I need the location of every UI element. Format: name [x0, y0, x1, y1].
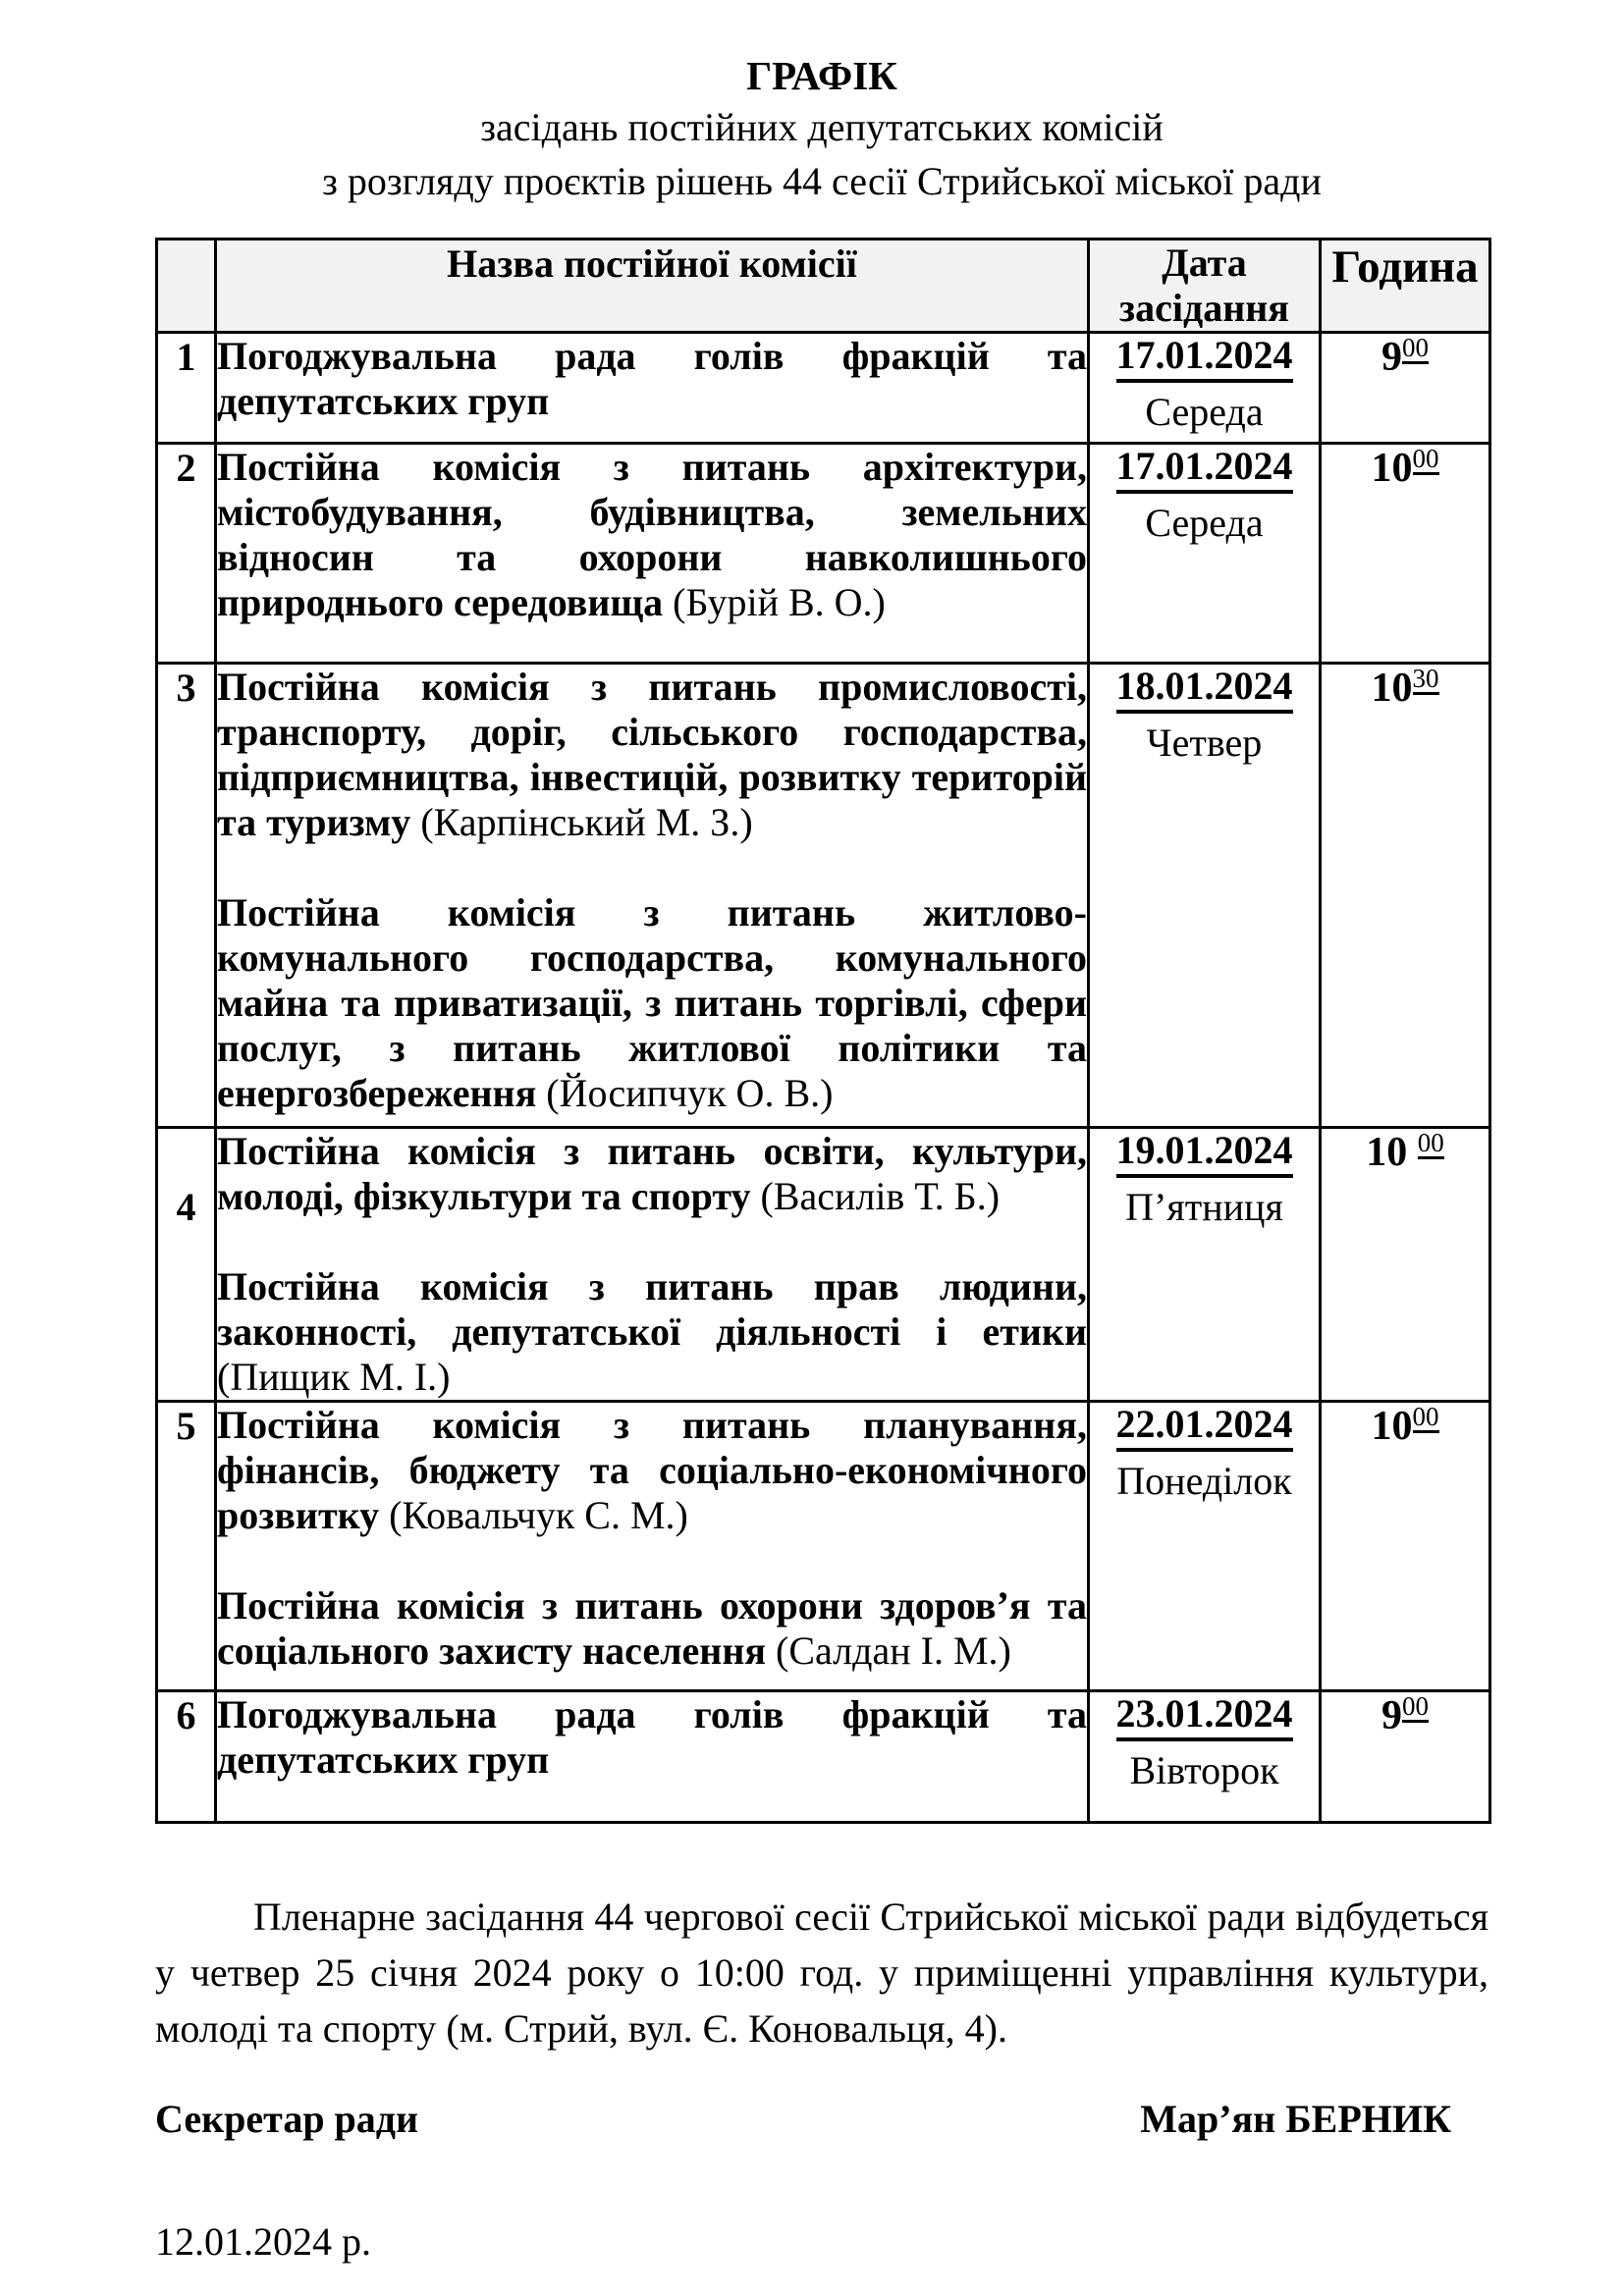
commission-name-cell [216, 1691, 1089, 1823]
commission-paragraph [217, 890, 1087, 1116]
commission-name-cell [216, 664, 1089, 1128]
table-row [157, 444, 1490, 664]
commission-chair-name: (Пищик М. І.) [217, 1355, 451, 1399]
signature-row [155, 2096, 1489, 2142]
meeting-weekday: Вівторок [1129, 1748, 1279, 1792]
meeting-date: 18.01.2024 [1116, 665, 1293, 714]
meeting-time-cell [1321, 1691, 1490, 1823]
meeting-time-cell [1321, 333, 1490, 444]
table-header-row [157, 240, 1490, 333]
signature-name: Мар’ян БЕРНИК [1140, 2097, 1451, 2141]
row-number-cell: 2 [157, 444, 216, 664]
meeting-minutes-superscript: 30 [1412, 664, 1439, 693]
meeting-date-cell [1089, 1128, 1321, 1402]
commission-chair-name: (Йосипчук О. В.) [546, 1071, 834, 1115]
meeting-time-cell [1321, 664, 1490, 1128]
commission-name-cell [216, 1402, 1089, 1691]
header-hour: Година [1321, 240, 1490, 333]
header-commission-name: Назва постійної комісії [216, 240, 1089, 333]
commission-paragraph [217, 1403, 1087, 1538]
commission-chair-name: (Салдан І. М.) [776, 1629, 1011, 1673]
meeting-hour: 9 [1381, 1693, 1402, 1738]
commission-title-text: Постійна комісія з питань промисловості, транспорту, доріг, сільського господарства, підприємництва, інвестицій, розвитку територій та туризму [217, 665, 1087, 844]
meeting-hour: 10 [1371, 446, 1413, 491]
meeting-weekday: Четвер [1146, 721, 1263, 765]
commission-name-cell [216, 1128, 1089, 1402]
title-line-1: ГРАФІК [746, 53, 897, 98]
row-number-cell: 3 [157, 664, 216, 1128]
commission-paragraph [217, 1583, 1087, 1674]
meeting-hour: 10 [1366, 1130, 1418, 1175]
meeting-weekday: П’ятниця [1125, 1185, 1283, 1229]
commission-name-cell [216, 444, 1089, 664]
schedule-table-body [157, 333, 1490, 1823]
meeting-minutes-superscript: 00 [1417, 1128, 1444, 1157]
table-row [157, 1691, 1490, 1823]
meeting-date-cell [1089, 1402, 1321, 1691]
meeting-hour: 10 [1371, 666, 1413, 711]
commission-title-text: Постійна комісія з питань охорони здоров’я та соціального захисту населення [217, 1583, 1087, 1673]
document-title [155, 51, 1489, 208]
row-number-cell: 1 [157, 333, 216, 444]
table-row [157, 1402, 1490, 1691]
commission-paragraph [217, 1129, 1087, 1219]
header-meeting-date: Дата засідання [1089, 240, 1321, 333]
meeting-date-cell [1089, 444, 1321, 664]
commission-paragraph [217, 445, 1087, 625]
row-number-cell: 4 [157, 1128, 216, 1402]
meeting-date: 22.01.2024 [1116, 1403, 1293, 1452]
table-row [157, 664, 1490, 1128]
meeting-hour: 9 [1381, 335, 1402, 380]
meeting-weekday: Середа [1145, 501, 1264, 545]
meeting-date: 23.01.2024 [1116, 1692, 1293, 1741]
meeting-date-cell [1089, 1691, 1321, 1823]
meeting-minutes-superscript: 00 [1402, 333, 1429, 362]
meeting-minutes-superscript: 00 [1402, 1691, 1429, 1721]
meeting-time-cell [1321, 444, 1490, 664]
signature-role: Секретар ради [155, 2097, 419, 2141]
meeting-weekday: Середа [1145, 390, 1264, 434]
row-number-cell: 6 [157, 1691, 216, 1823]
meeting-hour: 10 [1371, 1404, 1413, 1449]
commission-title-text: Постійна комісія з питань прав людини, законності, депутатської діяльності і етики [217, 1264, 1087, 1354]
meeting-minutes-superscript: 00 [1412, 1402, 1439, 1431]
table-row [157, 333, 1490, 444]
commission-title-text: Постійна комісія з питань архітектури, містобудування, будівництва, земельних відносин та охорони навколишнього природнього середовища [217, 445, 1087, 624]
commission-chair-name: (Ковальчук С. М.) [389, 1493, 688, 1537]
commission-title-text: Постійна комісія з питань житлово-комунального господарства, комунального майна та приватизації, з питань торгівлі, сфери послуг, з питань житлової політики та енергозбереження [217, 890, 1087, 1115]
meeting-date: 17.01.2024 [1116, 334, 1293, 383]
plenary-session-paragraph: Пленарне засідання 44 чергової сесії Стрийської міської ради відбудеться у четвер 25 січня 2024 року о 10:00 год. у приміщенні управління культури, молоді та спорту (м. Стрий, вул. Є. Коновальця, 4). [155, 1895, 1489, 2051]
commission-title-text: Постійна комісія з питань планування, фінансів, бюджету та соціально-економічного розвитку [217, 1403, 1087, 1537]
commission-name-cell [216, 333, 1089, 444]
commission-paragraph [217, 665, 1087, 845]
title-line-3: з розгляду проєктів рішень 44 сесії Стрийської міської ради [322, 159, 1322, 203]
meeting-time-cell [1321, 1128, 1490, 1402]
commission-title-text: Постійна комісія з питань освіти, культури, молоді, фізкультури та спорту [217, 1129, 1087, 1218]
commission-paragraph [217, 334, 1087, 424]
schedule-table [155, 238, 1491, 1824]
meeting-date-cell [1089, 333, 1321, 444]
meeting-date: 19.01.2024 [1116, 1129, 1293, 1178]
header-number-cell [157, 240, 216, 333]
title-line-2: засідань постійних депутатських комісій [480, 105, 1164, 149]
row-number-cell: 5 [157, 1402, 216, 1691]
commission-paragraph [217, 1264, 1087, 1400]
commission-paragraph [217, 1692, 1087, 1783]
commission-title-text: Погоджувальна рада голів фракцій та депутатських груп [217, 334, 1087, 423]
document-date: 12.01.2024 р. [155, 2219, 371, 2264]
commission-chair-name: (Бурій В. О.) [673, 580, 886, 624]
meeting-date-cell [1089, 664, 1321, 1128]
table-row [157, 1128, 1490, 1402]
commission-chair-name: (Василів Т. Б.) [760, 1174, 1001, 1218]
meeting-weekday: Понеділок [1116, 1459, 1292, 1503]
meeting-time-cell [1321, 1402, 1490, 1691]
commission-chair-name: (Карпінський М. З.) [420, 800, 753, 844]
commission-title-text: Погоджувальна рада голів фракцій та депутатських груп [217, 1692, 1087, 1782]
meeting-date: 17.01.2024 [1116, 445, 1293, 494]
meeting-minutes-superscript: 00 [1412, 444, 1439, 473]
